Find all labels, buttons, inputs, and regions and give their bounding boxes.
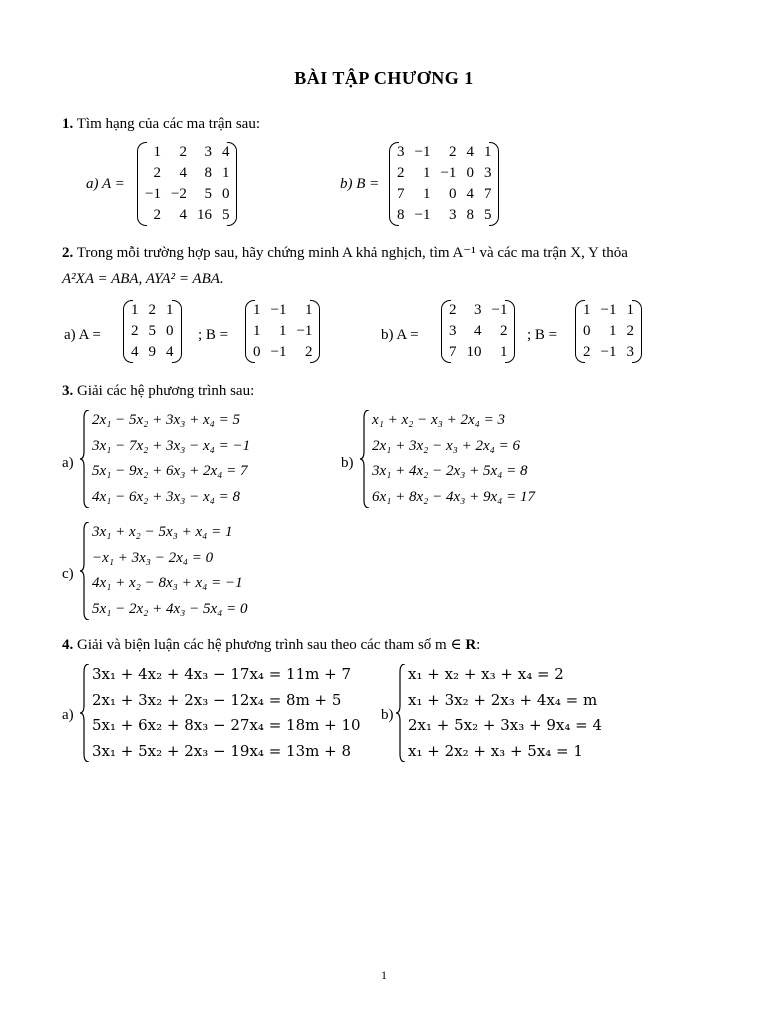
- matrix-cell: 3: [626, 344, 634, 360]
- equation-line: 5x₁ + 6x₂ + 8x₃ − 27x₄ = 18m + 10: [92, 716, 361, 734]
- matrix-row: [140, 163, 234, 184]
- q4-real-set: R: [465, 637, 477, 653]
- matrix-row: [392, 184, 496, 205]
- matrix-cell: 4: [179, 165, 187, 181]
- q3-number: 3.: [62, 383, 74, 399]
- matrix-cell: −1: [600, 302, 617, 318]
- system-q3-b: [360, 408, 535, 510]
- matrix-cell: 16: [196, 207, 212, 223]
- q2-a-semi-B: ; B =: [198, 327, 229, 343]
- matrix-cell: 0: [583, 323, 591, 339]
- matrix-row: [444, 321, 512, 342]
- matrix-cell: −2: [170, 186, 187, 202]
- matrix-cell: 4: [466, 186, 474, 202]
- q3-text: Giải các hệ phương trình sau:: [77, 383, 255, 399]
- matrix-cell: 8: [466, 207, 474, 223]
- equation-line: 2x₁ + 3x₂ + 2x₃ − 12x₄ = 8m + 5: [92, 690, 342, 709]
- matrix-cell: 1: [608, 323, 617, 339]
- equation-line: 2x₁ − 5x₂ + 3x₃ + x₄ = 5: [92, 412, 240, 428]
- equation-line: 3x₁ + x₂ − 5x₃ + x₄ = 1: [92, 524, 233, 540]
- equation-line: 4x₁ − 6x₂ + 3x₃ − x₄ = 8: [92, 488, 240, 505]
- matrix-cell: −1: [296, 323, 313, 339]
- matrix-cell: 2: [449, 302, 457, 318]
- matrix-q2-Ba: [248, 300, 317, 363]
- matrix-cell: 9: [148, 344, 156, 360]
- matrix-cell: 2: [448, 144, 457, 160]
- matrix-cell: 1: [221, 165, 230, 181]
- matrix-cell: 1: [422, 165, 431, 181]
- matrix-q1-A: [140, 142, 234, 226]
- q1-text: Tìm hạng của các ma trận sau:: [76, 116, 260, 132]
- q3-b-label: b): [341, 455, 354, 471]
- matrix-cell: 1: [278, 323, 287, 339]
- q1-heading: [62, 116, 260, 133]
- matrix-row: [578, 342, 639, 363]
- matrix-cell: 4: [474, 323, 482, 339]
- q1-b-label: b) B =: [340, 176, 380, 192]
- matrix-row: [392, 163, 496, 184]
- equation-line: 6x₁ + 8x₂ − 4x₃ + 9x₄ = 17: [372, 488, 535, 505]
- matrix-cell: 3: [449, 323, 457, 339]
- matrix-cell: 5: [483, 207, 492, 223]
- matrix-cell: −1: [491, 302, 508, 318]
- matrix-row: [140, 184, 234, 205]
- matrix-row: [248, 321, 317, 342]
- matrix-cell: 1: [483, 144, 492, 160]
- matrix-cell: 0: [466, 165, 474, 181]
- matrix-cell: 10: [466, 344, 482, 360]
- matrix-cell: 0: [166, 323, 174, 339]
- equation-line: x₁ + 3x₂ + 2x₃ + 4x₄ = m: [408, 690, 598, 709]
- equation-line: 4x₁ + x₂ − 8x₃ + x₄ = −1: [92, 575, 243, 591]
- q4-number: 4.: [62, 637, 74, 653]
- matrix-cell: 4: [179, 207, 187, 223]
- matrix-cell: 2: [131, 323, 139, 339]
- left-brace-icon: [360, 410, 370, 508]
- matrix-cell: 5: [221, 207, 230, 223]
- matrix-q1-B: [392, 142, 496, 226]
- q4-b-label: b): [381, 707, 394, 723]
- q3-heading: [62, 383, 254, 400]
- matrix-row: [444, 300, 512, 321]
- equation-line: 5x₁ − 9x₂ + 6x₃ + 2x₄ = 7: [92, 463, 248, 479]
- system-q3-c: [80, 520, 247, 622]
- matrix-row: [392, 205, 496, 226]
- matrix-cell: 1: [153, 144, 161, 160]
- matrix-q2-Bb: [578, 300, 639, 363]
- matrix-cell: 3: [397, 144, 405, 160]
- equation-line: −x₁ + 3x₃ − 2x₄ = 0: [92, 549, 214, 566]
- matrix-cell: 2: [153, 207, 161, 223]
- matrix-cell: 3: [474, 302, 482, 318]
- matrix-row: [444, 342, 512, 363]
- q2-text-line2: A²XA = ABA, AYA² = ABA.: [62, 271, 224, 287]
- matrix-cell: 4: [131, 344, 139, 360]
- system-q4-a: [80, 662, 361, 764]
- matrix-cell: −1: [270, 344, 287, 360]
- system-q3-a: [80, 408, 250, 510]
- matrix-cell: 1: [422, 186, 431, 202]
- left-brace-icon: [80, 410, 90, 508]
- q4-text: Giải và biện luận các hệ phương trình sau theo các tham số m ∈: [77, 637, 466, 653]
- matrix-cell: 0: [221, 186, 230, 202]
- matrix-cell: 4: [466, 144, 474, 160]
- page-number: 1: [381, 968, 387, 982]
- q4-heading: [62, 635, 480, 654]
- equation-line: 3x₁ + 4x₂ + 4x₃ − 17x₄ = 11m + 7: [92, 665, 351, 683]
- matrix-cell: 1: [253, 323, 261, 339]
- equation-line: 5x₁ − 2x₂ + 4x₃ − 5x₄ = 0: [92, 600, 248, 617]
- q3-c-label: c): [62, 566, 74, 582]
- matrix-cell: −1: [145, 186, 161, 202]
- matrix-cell: 4: [221, 144, 230, 160]
- matrix-cell: 1: [166, 302, 174, 318]
- matrix-row: [126, 342, 179, 363]
- matrix-q2-Ab: [444, 300, 512, 363]
- matrix-row: [248, 342, 317, 363]
- matrix-row: [126, 300, 179, 321]
- q2-a-label: a) A =: [64, 327, 101, 343]
- matrix-cell: 2: [583, 344, 591, 360]
- equation-line: x₁ + x₂ − x₃ + 2x₄ = 3: [372, 412, 505, 428]
- matrix-cell: 0: [448, 186, 457, 202]
- matrix-cell: 7: [397, 186, 405, 202]
- matrix-cell: 2: [304, 344, 313, 360]
- matrix-cell: 7: [449, 344, 457, 360]
- q2-heading: [62, 243, 628, 262]
- equation-line: x₁ + x₂ + x₃ + x₄ = 2: [408, 665, 564, 683]
- matrix-cell: 8: [204, 165, 212, 181]
- matrix-cell: 3: [204, 144, 212, 160]
- left-brace-icon: [80, 664, 90, 762]
- matrix-cell: 5: [148, 323, 156, 339]
- matrix-cell: 3: [448, 207, 457, 223]
- matrix-cell: −1: [414, 144, 431, 160]
- q1-a-label: a) A =: [86, 176, 125, 192]
- q4-colon: :: [476, 637, 481, 653]
- left-brace-icon: [80, 522, 90, 620]
- matrix-row: [140, 142, 234, 163]
- q1-number: 1.: [62, 116, 74, 132]
- matrix-cell: 7: [483, 186, 492, 202]
- matrix-cell: 1: [131, 302, 139, 318]
- matrix-cell: 2: [397, 165, 405, 181]
- matrix-cell: 2: [148, 302, 156, 318]
- matrix-cell: 4: [166, 344, 174, 360]
- matrix-cell: 2: [153, 165, 161, 181]
- matrix-row: [248, 300, 317, 321]
- matrix-cell: −1: [270, 302, 287, 318]
- matrix-row: [126, 321, 179, 342]
- equation-line: 2x₁ + 3x₂ − x₃ + 2x₄ = 6: [372, 437, 520, 454]
- matrix-cell: 1: [583, 302, 591, 318]
- matrix-row: [140, 205, 234, 226]
- matrix-cell: −1: [414, 207, 431, 223]
- page-title: BÀI TẬP CHƯƠNG 1: [294, 68, 474, 88]
- matrix-row: [392, 142, 496, 163]
- matrix-cell: 1: [499, 344, 508, 360]
- equation-line: 3x₁ − 7x₂ + 3x₃ − x₄ = −1: [92, 437, 251, 454]
- matrix-cell: 1: [253, 302, 261, 318]
- matrix-cell: 1: [304, 302, 313, 318]
- q4-a-label: a): [62, 707, 74, 723]
- matrix-cell: −1: [440, 165, 457, 181]
- matrix-cell: 8: [397, 207, 405, 223]
- q2-number: 2.: [62, 245, 74, 261]
- equation-line: 3x₁ + 4x₂ − 2x₃ + 5x₄ = 8: [372, 463, 528, 479]
- q2-b-label: b) A =: [381, 327, 419, 343]
- equation-line: 3x₁ + 5x₂ + 2x₃ − 19x₄ = 13m + 8: [92, 741, 351, 760]
- q2-text-line1: Trong mỗi trường hợp sau, hãy chứng minh A khả nghịch, tìm A⁻¹ và các ma trận X, Y thỏa: [76, 245, 628, 261]
- q3-a-label: a): [62, 455, 74, 471]
- left-brace-icon: [396, 664, 406, 762]
- equation-line: 2x₁ + 5x₂ + 3x₃ + 9x₄ = 4: [408, 716, 603, 734]
- q2-b-semi-B: ; B =: [527, 327, 558, 343]
- matrix-cell: 3: [483, 165, 492, 181]
- matrix-q2-Aa: [126, 300, 179, 363]
- system-q4-b: [396, 662, 602, 764]
- equation-line: x₁ + 2x₂ + x₃ + 5x₄ = 1: [408, 741, 583, 760]
- matrix-row: [578, 300, 639, 321]
- matrix-cell: 1: [626, 302, 634, 318]
- matrix-cell: 2: [626, 323, 634, 339]
- matrix-row: [578, 321, 639, 342]
- matrix-cell: −1: [600, 344, 617, 360]
- matrix-cell: 5: [204, 186, 212, 202]
- matrix-cell: 2: [499, 323, 508, 339]
- matrix-cell: 2: [179, 144, 187, 160]
- matrix-cell: 0: [253, 344, 261, 360]
